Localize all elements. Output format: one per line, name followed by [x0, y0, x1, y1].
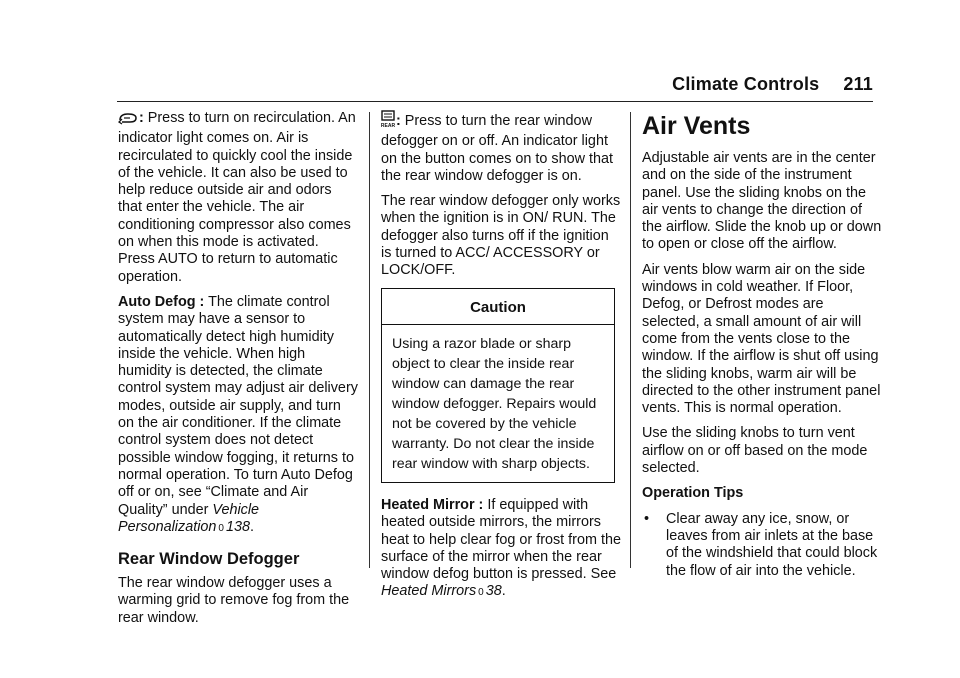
- bullet-icon: •: [644, 510, 650, 527]
- bullet-text: Clear away any ice, snow, or leaves from air inlets at the base of the windshield that could block the flow of air into the vehicle.: [666, 510, 878, 579]
- column-1: [118, 110, 358, 635]
- column-divider-2: [630, 112, 631, 568]
- recirc-label: :: [139, 110, 144, 126]
- auto-defog-label: Auto Defog :: [118, 293, 205, 310]
- caution-box: [381, 288, 615, 483]
- recirc-text: Press to turn on recirculation. An indicator light comes on. Air is recirculated to quickly cool the inside of the vehicle. It can also be used to help reduce outside air and odors that enter the vehicle. The air conditioning compressor also comes on when this mode is activated. Press AUTO to return to automatic operation.: [118, 110, 356, 285]
- page-ref-arrow-icon: 0: [218, 522, 224, 534]
- rear-defogger-text: The rear window defogger uses a warming grid to remove fog from the rear window.: [118, 575, 350, 626]
- heated-mirrors-link[interactable]: Heated Mirrors: [381, 583, 477, 600]
- header-rule: [117, 101, 873, 102]
- page-number: 211: [843, 74, 873, 94]
- air-vents-p2: Air vents blow warm air on the side windows in cold weather. If Floor, Defog, or Defrost modes are selected, a small amount of air will come from the vents close to the window. If the airflow is shut off using the sliding knobs, warm air will be directed to the other instrument panel vents. This is normal operation.: [642, 261, 881, 417]
- heated-mirror-text: If equipped with heated outside mirrors, the mirrors heat to help clear fog or frost from the surface of the mirror when the rear window defog button is pressed. See: [381, 496, 621, 583]
- caution-title: Caution: [382, 289, 614, 325]
- operation-tips-label: Operation Tips: [642, 485, 744, 502]
- list-item: [642, 511, 882, 580]
- auto-defog-text: The climate control system may have a sensor to automatically detect high humidity inside the vehicle. When high humidity is detected, the climate control system may adjust air delivery modes, outside air supply, and turn on the air conditioner. If the climate control system does not detect possible window fogging, it returns to normal operation. To turn Auto Defog off or on, see “Climate and Air Quality” under: [118, 293, 358, 518]
- rear-defogger-heading: Rear Window Defogger: [118, 550, 300, 569]
- heated-mirror-label: Heated Mirror :: [381, 496, 484, 513]
- rear-defog-text: Press to turn the rear window defogger on or off. An indicator light on the button comes on to show that the rear window defogger is on.: [381, 113, 613, 184]
- column-3: [642, 110, 882, 580]
- section-title: Climate Controls: [672, 74, 820, 94]
- air-vents-heading: Air Vents: [642, 112, 751, 140]
- only-works-text: The rear window defogger only works when the ignition is in ON/ RUN. The defogger also turns off if the ignition is turned to ACC/ ACCESSORY or LOCK/OFF.: [381, 193, 621, 279]
- rear-defog-icon: [381, 110, 395, 133]
- caution-text: Using a razor blade or sharp object to clear the inside rear window can damage the rear window defogger. Repairs would not be covered by the vehicle warranty. Do not clear the inside rear window with sharp objects.: [392, 335, 597, 472]
- air-vents-p3: Use the sliding knobs to turn vent airflow on or off based on the mode selected.: [642, 425, 868, 477]
- recirculation-icon: [118, 111, 138, 130]
- heated-mirrors-page[interactable]: 38: [485, 583, 502, 600]
- page-ref-arrow-icon: 0: [478, 587, 484, 599]
- recirc-paragraph: [118, 110, 358, 286]
- page-header: [672, 74, 873, 95]
- auto-defog-paragraph: Auto Defog : The climate control system may have a sensor to automatically detect high humidity inside the vehicle. When high humidity is detected, the climate control system may adjust air delivery modes, outside air supply, and turn on the air conditioner. If the climate control system does not detect possible window fogging, it returns to normal operation. To turn Auto Defog off or on, see “Climate and Air Quality” under Vehicle Personalization 0 138.: [118, 293, 358, 535]
- vehicle-personalization-page[interactable]: 138: [225, 518, 250, 535]
- air-vents-p1: Adjustable air vents are in the center and on the side of the instrument panel. Use the sliding knobs on the air vents to change the direction of the airflow. Slide the knob up or down to open or close off the airflow.: [642, 150, 882, 253]
- rear-defog-paragraph: [381, 110, 621, 185]
- heated-mirror-paragraph: Heated Mirror : If equipped with heated outside mirrors, the mirrors heat to help clear fog or frost from the surface of the mirror when the rear window defog button is pressed. See Heated Mirrors 0 38.: [381, 496, 621, 600]
- svg-text:REAR: REAR: [381, 123, 395, 128]
- column-divider-1: [369, 112, 370, 568]
- vehicle-personalization-link[interactable]: Vehicle Personalization: [118, 501, 260, 535]
- column-2: [381, 110, 621, 610]
- rear-defog-label: :: [396, 113, 401, 129]
- operation-tips-heading: [642, 485, 882, 502]
